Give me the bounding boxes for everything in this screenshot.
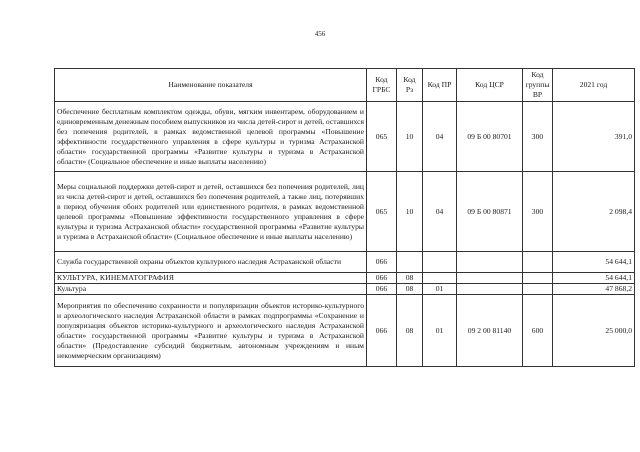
row-csr: [457, 252, 523, 273]
row-pr: 01: [423, 295, 457, 367]
header-year: 2021 год: [553, 69, 635, 102]
header-grbs: Код ГРБС: [367, 69, 397, 102]
row-vr: 600: [523, 295, 553, 367]
row-grbs: 066: [367, 273, 397, 284]
row-vr: [523, 284, 553, 295]
page-number: 456: [314, 30, 326, 38]
row-csr: [457, 284, 523, 295]
row-grbs: 065: [367, 102, 397, 172]
table-row: [55, 273, 635, 284]
table-header-row: [55, 69, 635, 102]
row-csr: [457, 273, 523, 284]
row-name: Меры социальной поддержки детей-сирот и детей, оставшихся без попечения родителей, лиц из числа детей-сирот и детей, оставшихся без попечения родителей, а также лиц, потерявших в период обучения обоих родителей или единственного родителя, в рамках ведомственной целевой программы «Повышение эффективности государственного управления в сфере культуры и туризма Астраханской области» государственной программы «Развитие культуры и туризма в Астраханской области» (Социальное обеспечение и иные выплаты населению): [55, 172, 367, 252]
table-row: [55, 252, 635, 273]
row-csr: 09 Б 00 80701: [457, 102, 523, 172]
row-csr: 09 Б 00 80871: [457, 172, 523, 252]
budget-table: [54, 68, 635, 367]
row-pr: 04: [423, 172, 457, 252]
row-rz: 08: [397, 295, 423, 367]
row-amount: 47 868,2: [553, 284, 635, 295]
table-row: [55, 295, 635, 367]
row-vr: 300: [523, 172, 553, 252]
header-vr: Код группы ВР: [523, 69, 553, 102]
row-pr: [423, 273, 457, 284]
row-name: Служба государственной охраны объектов культурного наследия Астраханской области: [55, 252, 367, 273]
row-rz: 08: [397, 273, 423, 284]
row-name: Обеспечение бесплатным комплектом одежды, обуви, мягким инвентарем, оборудованием и единовременным денежным пособием выпускников из числа детей-сирот и детей, оставшихся без попечения родителей, в рамках ведомственной целевой программы «Повышение эффективности государственного управления в сфере культуры и туризма Астраханской области» государственной программы «Развитие культуры и туризма в Астраханской области» (Социальное обеспечение и иные выплаты населению): [55, 102, 367, 172]
row-rz: 10: [397, 102, 423, 172]
table-row: [55, 172, 635, 252]
row-amount: 25 000,0: [553, 295, 635, 367]
row-name: КУЛЬТУРА, КИНЕМАТОГРАФИЯ: [55, 273, 367, 284]
row-vr: [523, 252, 553, 273]
table-row: [55, 102, 635, 172]
row-amount: 54 644,1: [553, 273, 635, 284]
row-grbs: 066: [367, 295, 397, 367]
row-grbs: 066: [367, 284, 397, 295]
row-rz: [397, 252, 423, 273]
header-csr: Код ЦСР: [457, 69, 523, 102]
header-pr: Код ПР: [423, 69, 457, 102]
table-row: [55, 284, 635, 295]
row-pr: 01: [423, 284, 457, 295]
header-name: Наименование показателя: [55, 69, 367, 102]
row-amount: 54 644,1: [553, 252, 635, 273]
row-rz: 08: [397, 284, 423, 295]
row-rz: 10: [397, 172, 423, 252]
row-csr: 09 2 00 81140: [457, 295, 523, 367]
row-name: Культура: [55, 284, 367, 295]
row-pr: 04: [423, 102, 457, 172]
row-amount: 391,0: [553, 102, 635, 172]
row-vr: 300: [523, 102, 553, 172]
row-grbs: 066: [367, 252, 397, 273]
row-name: Мероприятия по обеспечению сохранности и популяризации объектов историко-культурного и археологического наследия Астраханской области в рамках подпрограммы «Сохранение и популяризация объектов историко-культурного и археологического наследия Астраханской области» государственной программы «Развитие культуры и туризма в Астраханской области» (Предоставление субсидий бюджетным, автономным учреждениям и иным некоммерческим организациям): [55, 295, 367, 367]
header-rz: Код Рз: [397, 69, 423, 102]
row-grbs: 065: [367, 172, 397, 252]
row-vr: [523, 273, 553, 284]
row-amount: 2 098,4: [553, 172, 635, 252]
row-pr: [423, 252, 457, 273]
